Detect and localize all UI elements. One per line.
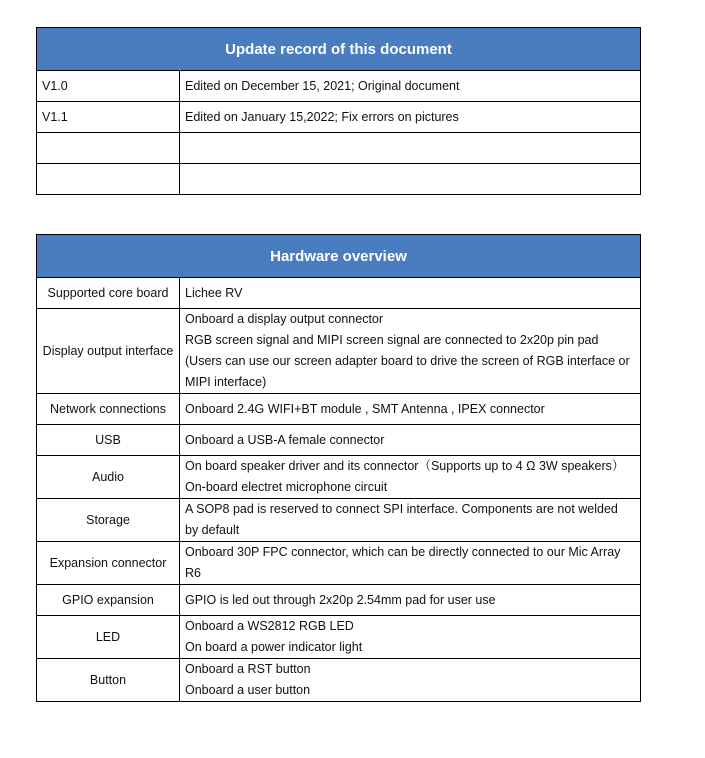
feature-label: Button	[37, 659, 180, 702]
feature-line: Onboard a USB-A female connector	[185, 432, 385, 447]
feature-line: Onboard a RST button	[185, 662, 311, 676]
feature-label: Storage	[37, 499, 180, 542]
feature-line: On board speaker driver and its connector（Supports up to 4 Ω 3W speakers）	[185, 459, 625, 473]
table-row	[37, 133, 641, 164]
version-cell	[37, 164, 180, 195]
feature-line: Onboard a user button	[185, 683, 311, 697]
feature-label: LED	[37, 616, 180, 659]
feature-label: Supported core board	[37, 278, 180, 309]
feature-label: Audio	[37, 456, 180, 499]
feature-line: RGB screen signal and MIPI screen signal are connected to 2x20p pin pad	[185, 333, 599, 347]
note-cell	[180, 133, 641, 164]
feature-label: Expansion connector	[37, 542, 180, 585]
table-row	[37, 659, 641, 702]
note-cell	[180, 164, 641, 195]
feature-label: USB	[37, 425, 180, 456]
feature-value	[180, 542, 641, 585]
feature-line: Lichee RV	[185, 285, 243, 300]
update-record-table	[36, 27, 641, 195]
feature-value	[180, 278, 641, 309]
feature-line: On-board electret microphone circuit	[185, 480, 388, 494]
feature-value	[180, 425, 641, 456]
table-row	[37, 456, 641, 499]
feature-line: Onboard 30P FPC connector, which can be directly connected to our Mic Array	[185, 545, 621, 559]
feature-line: GPIO is led out through 2x20p 2.54mm pad for user use	[185, 592, 496, 607]
feature-value	[180, 585, 641, 616]
table-row	[37, 394, 641, 425]
feature-value	[180, 616, 641, 659]
version-cell	[37, 133, 180, 164]
table-row	[37, 425, 641, 456]
feature-value	[180, 456, 641, 499]
table-row	[37, 164, 641, 195]
feature-line: Onboard a WS2812 RGB LED	[185, 619, 354, 633]
note-cell: Edited on December 15, 2021; Original document	[180, 71, 641, 102]
table-row	[37, 102, 641, 133]
note-cell: Edited on January 15,2022; Fix errors on pictures	[180, 102, 641, 133]
table-row	[37, 616, 641, 659]
hardware-overview-title: Hardware overview	[37, 235, 641, 278]
feature-value	[180, 499, 641, 542]
feature-line: R6	[185, 566, 201, 580]
feature-label: GPIO expansion	[37, 585, 180, 616]
table-row	[37, 499, 641, 542]
feature-line: Onboard a display output connector	[185, 312, 384, 326]
feature-label: Network connections	[37, 394, 180, 425]
feature-value	[180, 309, 641, 394]
feature-label: Display output interface	[37, 309, 180, 394]
feature-line: On board a power indicator light	[185, 640, 363, 654]
table-row	[37, 309, 641, 394]
version-cell: V1.1	[37, 102, 180, 133]
feature-line: Onboard 2.4G WIFI+BT module , SMT Antenna , IPEX connector	[185, 401, 545, 416]
table-row	[37, 542, 641, 585]
feature-line: MIPI interface)	[185, 375, 267, 389]
feature-line: by default	[185, 523, 240, 537]
feature-line: A SOP8 pad is reserved to connect SPI interface. Components are not welded	[185, 502, 618, 516]
table-row	[37, 71, 641, 102]
table-row	[37, 278, 641, 309]
version-cell: V1.0	[37, 71, 180, 102]
update-record-title: Update record of this document	[37, 28, 641, 71]
table-row	[37, 585, 641, 616]
feature-value	[180, 659, 641, 702]
hardware-overview-table	[36, 234, 641, 702]
feature-line: (Users can use our screen adapter board to drive the screen of RGB interface or	[185, 354, 630, 368]
feature-value	[180, 394, 641, 425]
